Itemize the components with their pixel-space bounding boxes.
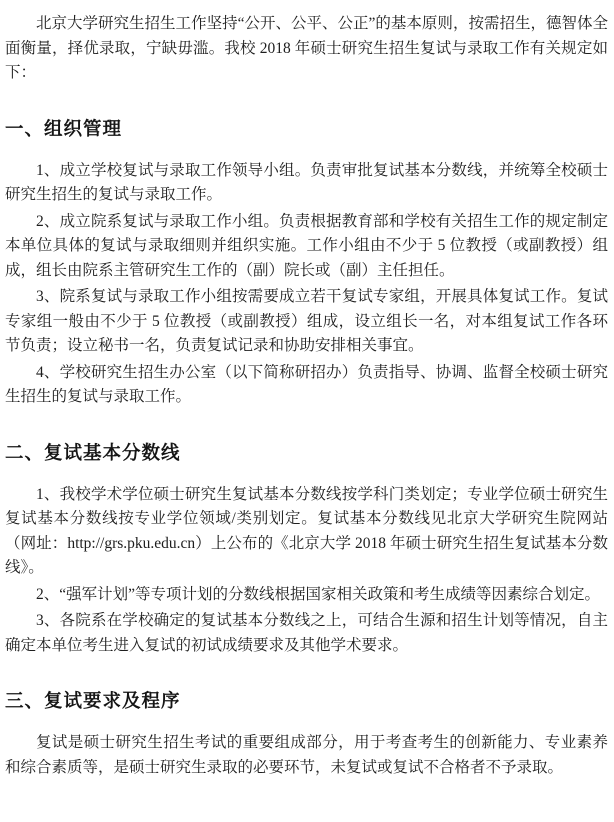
section-organization-management (5, 116, 608, 410)
score-paragraph-3: 3、各院系在学校确定的复试基本分数线之上，可结合生源和招生计划等情况，自主确定本单位考生进入复试的初试成绩要求及其他学术要求。 (5, 612, 608, 654)
intro-paragraph: 北京大学研究生招生工作坚持“公开、公平、公正”的基本原则，按需招生，德智体全面衡量，择优录取，宁缺毋滥。我校 2018 年硕士研究生招生复试与录取工作有关规定如下： (5, 15, 608, 81)
org-paragraph-3: 3、院系复试与录取工作小组按需要成立若干复试专家组，开展具体复试工作。复试专家组一般由不少于 5 位教授（或副教授）组成，设立组长一名，对本组复试工作各环节负责；设立秘书一名，负责复试记录和协助安排相关事宜。 (5, 288, 608, 354)
section-score-line (5, 440, 608, 659)
org-paragraph-2: 2、成立院系复试与录取工作小组。负责根据教育部和学校有关招生工作的规定制定本单位具体的复试与录取细则并组织实施。工作小组由不少于 5 位教授（或副教授）组成，组长由院系主管研究生工作的（副）院长或（副）主任担任。 (5, 212, 608, 279)
score-paragraph-2: 2、“强军计划”等专项计划的分数线根据国家相关政策和考生成绩等因素综合划定。 (36, 585, 601, 603)
reexam-paragraph-1: 复试是硕士研究生招生考试的重要组成部分，用于考查考生的创新能力、专业素养和综合素质等，是硕士研究生录取的必要环节，未复试或复试不合格者不予录取。 (5, 734, 608, 776)
heading-organization-management: 一、组织管理 (5, 117, 123, 139)
section-reexam-requirements (5, 688, 608, 780)
heading-reexam-requirements: 三、复试要求及程序 (5, 690, 181, 711)
org-paragraph-1: 1、成立学校复试与录取工作领导小组。负责审批复试基本分数线，并统筹全校硕士研究生招生的复试与录取工作。 (5, 161, 608, 203)
score-paragraph-1: 1、我校学术学位硕士研究生复试基本分数线按学科门类划定；专业学位硕士研究生复试基本分数线按专业学位领域/类别划定。复试基本分数线见北京大学研究生院网站（网址：http://grs.pku.edu.cn）上公布的《北京大学 2018 年硕士研究生招生复试基本分数线》。 (5, 485, 608, 576)
heading-score-line: 二、复试基本分数线 (5, 441, 181, 463)
org-paragraph-4: 4、学校研究生招生办公室（以下简称研招办）负责指导、协调、监督全校硕士研究生招生的复试与录取工作。 (5, 363, 608, 405)
